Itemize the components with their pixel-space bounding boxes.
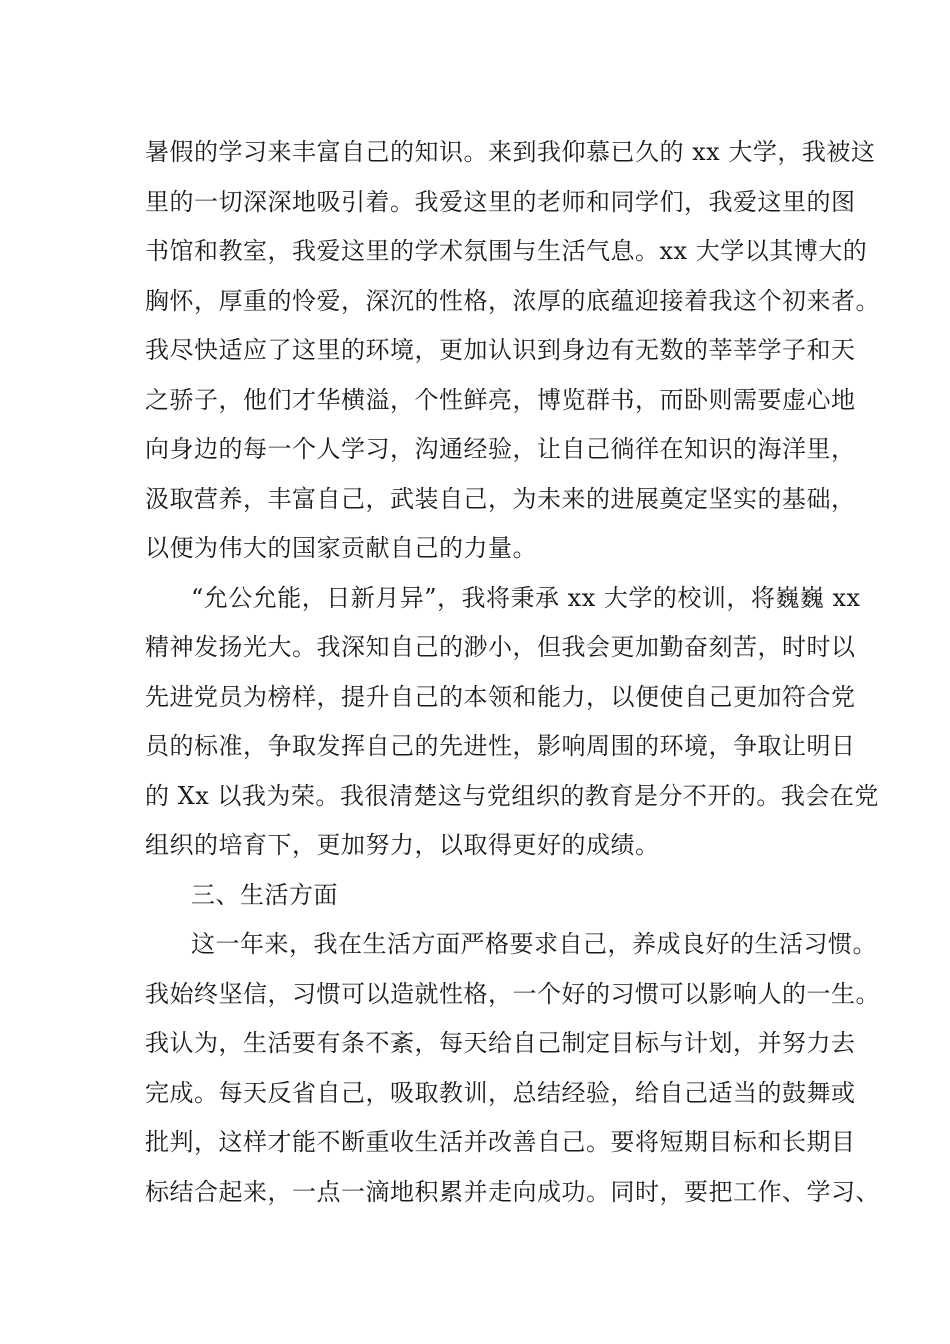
section-heading: 三、生活方面 [191, 880, 338, 909]
paragraph-start-line: 这一年来，我在生活方面严格要求自己，养成良好的生活习惯。 [191, 930, 877, 958]
text-line: 员的标准，争取发挥自己的先进性，影响周围的环境，争取让明日 [145, 732, 856, 760]
text-line: 批判，这样才能不断重收生活并改善自己。要将短期目标和长期目 [145, 1128, 856, 1156]
text-line: 我始终坚信，习惯可以造就性格，一个好的习惯可以影响人的一生。 [145, 979, 880, 1008]
text-line: 精神发扬光大。我深知自己的渺小，但我会更加勤奋刻苦，时时以 [145, 633, 856, 661]
text-line: 我认为，生活要有条不紊，每天给自己制定目标与计划，并努力去 [145, 1029, 856, 1057]
text-line: 组织的培育下，更加努力，以取得更好的成绩。 [145, 831, 660, 859]
text-line: 书馆和教室，我爱这里的学术氛围与生活气息。xx 大学以其博大的 [145, 237, 868, 265]
text-line: 的 Xx 以我为荣。我很清楚这与党组织的教育是分不开的。我会在党 [145, 781, 879, 810]
document-body [145, 128, 880, 1217]
paragraph-start-line: “允公允能，日新月异”，我将秉承 xx 大学的校训，将巍巍 xx [191, 583, 861, 612]
text-line: 之骄子，他们才华横溢，个性鲜亮，博览群书，而卧则需要虚心地 [145, 385, 856, 414]
text-line: 里的一切深深地吸引着。我爱这里的老师和同学们，我爱这里的图 [145, 187, 856, 216]
text-line: 汲取营养，丰富自己，武装自己，为未来的进展奠定坚实的基础， [145, 484, 856, 513]
text-line: 暑假的学习来丰富自己的知识。来到我仰慕已久的 xx 大学，我被这 [145, 138, 876, 166]
text-line: 向身边的每一个人学习，沟通经验，让自己徜徉在知识的海洋里， [145, 435, 856, 463]
text-line: 胸怀，厚重的怜爱，深沉的性格，浓厚的底蕴迎接着我这个初来者。 [145, 286, 880, 315]
text-line: 以便为伟大的国家贡献自己的力量。 [145, 534, 537, 562]
text-line: 完成。每天反省自己，吸取教训，总结经验，给自己适当的鼓舞或 [145, 1078, 856, 1107]
text-line: 我尽快适应了这里的环境，更加认识到身边有无数的莘莘学子和天 [145, 336, 856, 364]
text-line: 先进党员为榜样，提升自己的本领和能力，以便使自己更加符合党 [145, 682, 856, 711]
text-line: 标结合起来，一点一滴地积累并走向成功。同时，要把工作、学习、 [145, 1177, 880, 1206]
